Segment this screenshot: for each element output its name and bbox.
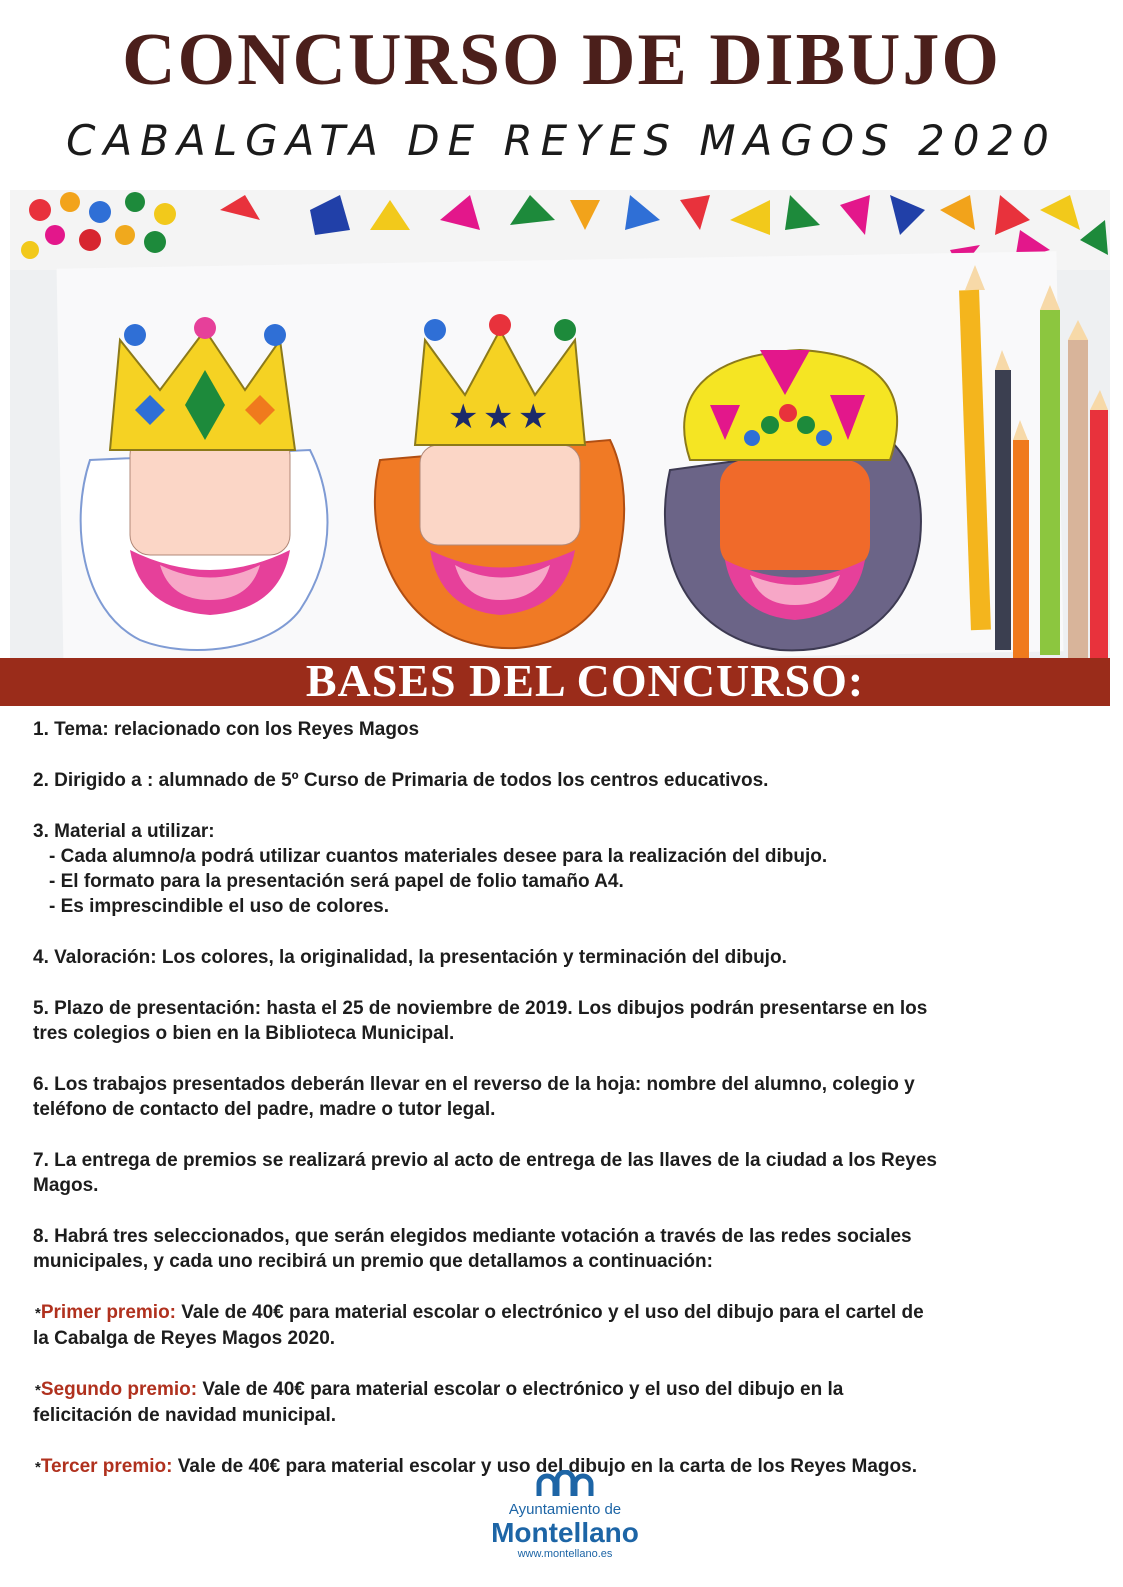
- star-bullet: *: [35, 1459, 41, 1476]
- star-bullet: *: [35, 1382, 41, 1399]
- arches-icon: [535, 1470, 595, 1496]
- prize-1-text-2: la Cabalga de Reyes Magos 2020.: [33, 1328, 336, 1349]
- prize-2: [33, 1377, 1093, 1403]
- rule-3: 3. Material a utilizar:: [33, 821, 215, 842]
- rule-7-line-1: 7. La entrega de premios se realizará previo al acto de entrega de las llaves de la ciudad a los Reyes: [33, 1150, 937, 1171]
- prize-1-label: Primer premio:: [40, 1302, 176, 1323]
- rule-2: 2. Dirigido a : alumnado de 5º Curso de Primaria de todos los centros educativos.: [33, 770, 769, 791]
- rule-3-item: - El formato para la presentación será papel de folio tamaño A4.: [49, 871, 624, 892]
- king-3: [665, 350, 921, 650]
- logo-line-1: Ayuntamiento de: [508, 1501, 622, 1518]
- star-bullet: *: [35, 1305, 41, 1322]
- prize-3-label: Tercer premio:: [40, 1456, 173, 1477]
- rule-4: 4. Valoración: Los colores, la originalidad, la presentación y terminación del dibujo.: [33, 947, 787, 968]
- rule-7-line-2: Magos.: [33, 1175, 99, 1196]
- prize-2-text: Vale de 40€ para material escolar o electrónico y el uso del dibujo en la: [197, 1379, 844, 1400]
- svg-text:★: ★: [483, 397, 514, 437]
- logo-line-2: Montellano: [491, 1517, 639, 1548]
- prize-1: [33, 1300, 1093, 1326]
- section-title: BASES DEL CONCURSO:: [305, 655, 865, 706]
- page-title: CONCURSO DE DIBUJO: [122, 19, 1001, 101]
- page-subtitle: CABALGATA DE REYES MAGOS 2020: [66, 116, 1057, 165]
- prize-2-text-2: felicitación de navidad municipal.: [33, 1405, 337, 1426]
- prize-1-text: Vale de 40€ para material escolar o electrónico y el uso del dibujo para el cartel de: [176, 1302, 924, 1323]
- logo-url: www.montellano.es: [517, 1548, 613, 1560]
- kings-drawing-illustration: [10, 190, 1110, 660]
- rule-6-line-2: teléfono de contacto del padre, madre o tutor legal.: [33, 1099, 496, 1120]
- prize-2-label: Segundo premio:: [40, 1379, 198, 1400]
- rule-8-line-2: municipales, y cada uno recibirá un premio que detallamos a continuación:: [33, 1251, 713, 1272]
- rule-8-line-1: 8. Habrá tres seleccionados, que serán elegidos mediante votación a través de las redes sociales: [33, 1226, 912, 1247]
- contest-rules: [33, 717, 1093, 1480]
- rule-3-item: - Cada alumno/a podrá utilizar cuantos materiales desee para la realización del dibujo.: [49, 846, 828, 867]
- municipality-logo: [470, 1470, 660, 1580]
- rule-1: 1. Tema: relacionado con los Reyes Magos: [33, 719, 420, 740]
- prize-3-text: Vale de 40€ para material escolar y uso del dibujo en la carta de los Reyes Magos.: [172, 1456, 917, 1477]
- svg-text:★: ★: [518, 397, 549, 437]
- rule-5-line-1: 5. Plazo de presentación: hasta el 25 de noviembre de 2019. Los dibujos podrán presentarse en los: [33, 998, 928, 1019]
- rule-3-item: - Es imprescindible el uso de colores.: [49, 896, 389, 917]
- svg-text:★: ★: [448, 397, 479, 437]
- rule-5-line-2: tres colegios o bien en la Biblioteca Municipal.: [33, 1023, 455, 1044]
- rule-6-line-1: 6. Los trabajos presentados deberán llevar en el reverso de la hoja: nombre del alumno, colegio y: [33, 1074, 915, 1095]
